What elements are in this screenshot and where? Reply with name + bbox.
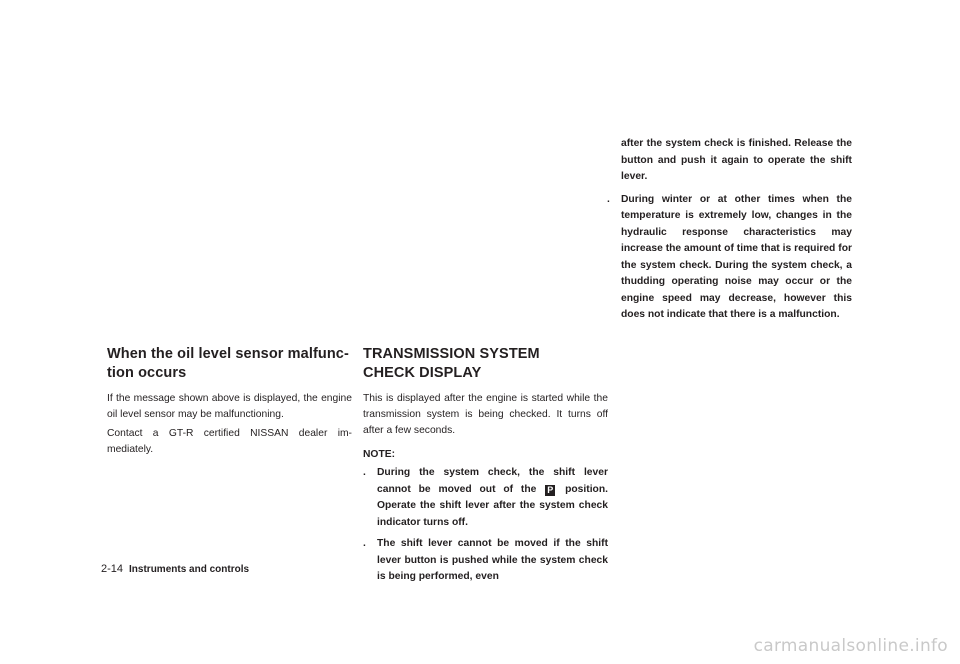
bullet-dot: . xyxy=(363,538,366,549)
watermark: carmanualsonline.info xyxy=(753,636,948,656)
note-bullet-winter xyxy=(607,192,852,324)
bullet-text: During winter or at other times when the temperature is extremely low, changes in the hydraulic response characteristics may increase the amount of time that is required for the system check. During the system check, a thudding operating noise may occur or the engine speed may decrease, however this does not indicate that there is a malfunction. xyxy=(621,193,852,320)
paragraph-contact-dealer: Contact a GT-R certified NISSAN dealer im-mediately. xyxy=(107,428,352,455)
bullet-dot: . xyxy=(607,193,610,205)
section-title: Instruments and controls xyxy=(129,564,250,575)
paragraph-oil-sensor-message: If the message shown above is displayed, the engine oil level sensor may be malfunctioning. xyxy=(107,393,352,420)
bullet-continuation: after the system check is finished. Release the button and push it again to operate the shift lever. xyxy=(621,138,852,182)
bullet-dot: . xyxy=(363,467,366,478)
heading-oil-sensor: When the oil level sensor malfunc- tion occurs xyxy=(107,346,349,381)
bullet-text-part2: position. Operate the shift lever after the system check indicator turns off. xyxy=(377,483,608,528)
bullet-text-part1: During the system check, the shift lever cannot be moved out of the xyxy=(377,467,608,495)
bullet-text: The shift lever cannot be moved if the shift lever button is pushed while the system check is being performed, even xyxy=(377,538,608,582)
note-bullet-list-continued xyxy=(607,192,852,324)
note-bullet-shift-lever xyxy=(363,465,608,531)
column-continued-notes xyxy=(607,136,852,329)
page-number: 2-14 xyxy=(101,563,124,575)
note-bullet-list xyxy=(363,465,608,586)
note-bullet-shift-button xyxy=(363,536,608,586)
park-position-icon: P xyxy=(547,484,554,495)
heading-transmission-check: TRANSMISSION SYSTEM CHECK DISPLAY xyxy=(363,346,540,381)
note-label: NOTE: xyxy=(363,449,396,460)
column-oil-sensor xyxy=(107,345,352,461)
page-footer xyxy=(101,562,249,577)
column-transmission-check xyxy=(363,345,608,591)
paragraph-transmission-check: This is displayed after the engine is started while the transmission system is being checked. It turns off after a few seconds. xyxy=(363,393,608,436)
